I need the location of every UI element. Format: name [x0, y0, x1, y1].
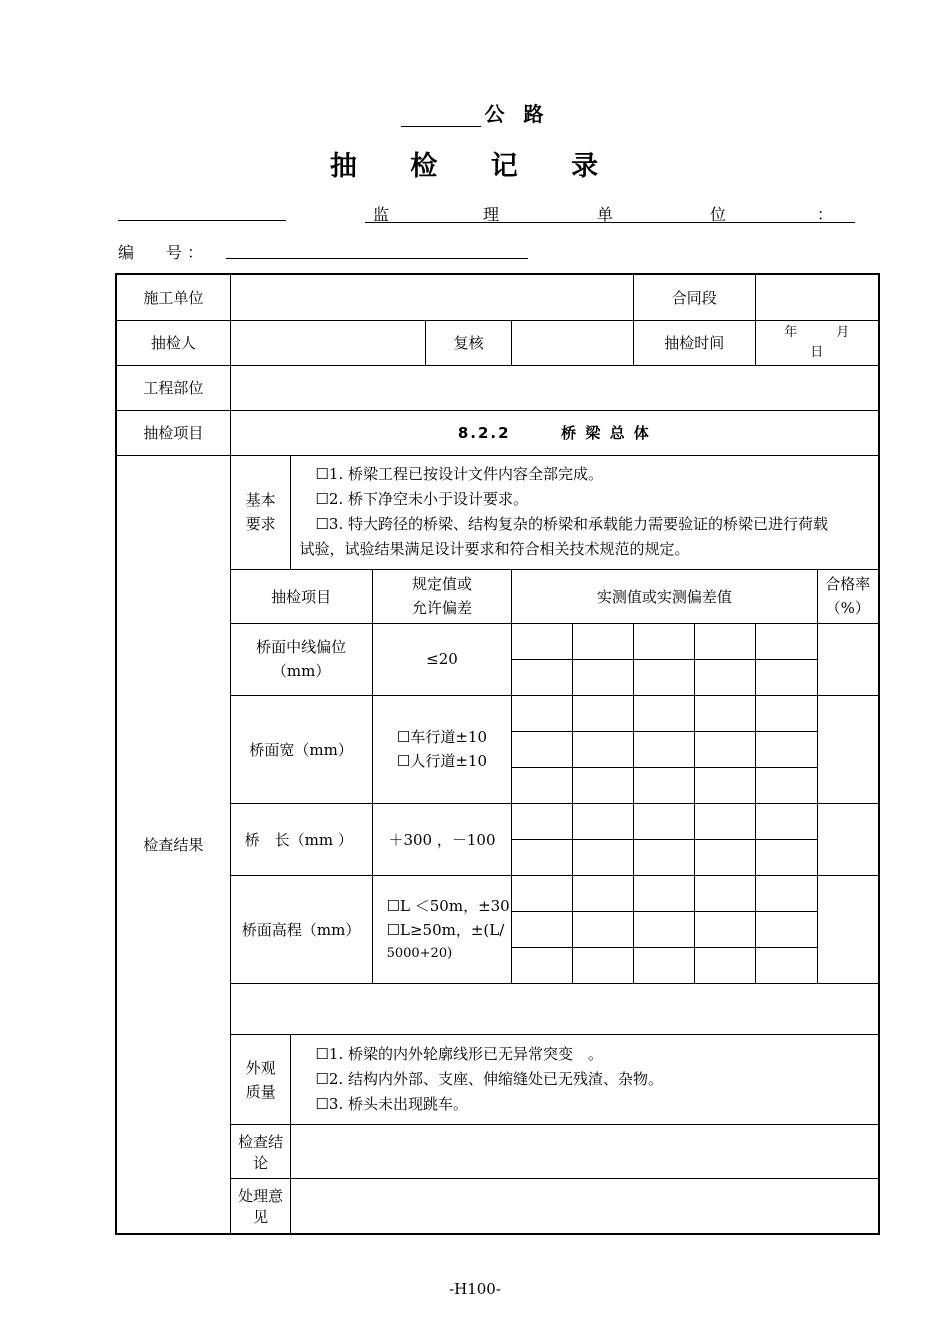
- measured-cell[interactable]: [755, 623, 817, 659]
- basic-requirements-label: [230, 455, 291, 569]
- number-label: 编 号 ：: [118, 243, 204, 262]
- construction-unit-label: 施工单位: [116, 274, 230, 320]
- supervisor-char: 理: [483, 205, 500, 224]
- inspector-value[interactable]: [230, 320, 425, 365]
- road-suffix: 公 路: [484, 102, 550, 126]
- measured-cell[interactable]: [633, 695, 694, 731]
- measured-cell[interactable]: [755, 840, 817, 876]
- appearance-label-line: 外观: [245, 1058, 276, 1077]
- measure-spec: [372, 695, 512, 803]
- construction-unit-value[interactable]: [230, 274, 633, 320]
- measured-cell[interactable]: [755, 912, 817, 948]
- measured-cell[interactable]: [633, 876, 694, 912]
- spec-header-line: 规定值或: [411, 575, 472, 594]
- measured-cell[interactable]: [633, 767, 694, 803]
- measured-cell[interactable]: [694, 659, 755, 695]
- spec-option[interactable]: ☐L≥50m，±(L/: [386, 920, 505, 939]
- contract-section-value[interactable]: [755, 274, 879, 320]
- measure-name: 桥面高程（mm）: [230, 876, 372, 984]
- appearance-item[interactable]: ☐1. 桥梁的内外轮廓线形已无异常突变 。: [315, 1045, 604, 1064]
- measured-cell[interactable]: [573, 912, 634, 948]
- spec-option[interactable]: ☐车行道±10: [396, 728, 488, 747]
- project-part-label: 工程部位: [116, 365, 230, 410]
- basic-item[interactable]: ☐1. 桥梁工程已按设计文件内容全部完成。: [315, 465, 604, 484]
- inspect-item-label: 抽检项目: [116, 410, 230, 455]
- basic-label-line: 基本: [245, 491, 276, 510]
- measured-cell[interactable]: [512, 840, 573, 876]
- spec-header-line: 允许偏差: [411, 599, 472, 618]
- measure-spec: ＋300 ，－100: [372, 804, 512, 876]
- measured-cell[interactable]: [573, 840, 634, 876]
- measured-cell[interactable]: [633, 948, 694, 984]
- measured-cell[interactable]: [512, 623, 573, 659]
- measured-cell[interactable]: [694, 695, 755, 731]
- measured-cell[interactable]: [512, 767, 573, 803]
- measured-cell[interactable]: [573, 695, 634, 731]
- date-day: 日: [810, 344, 824, 360]
- inspect-time-label: 抽检时间: [633, 320, 755, 365]
- spec-header: [372, 569, 512, 623]
- measured-cell[interactable]: [573, 767, 634, 803]
- measure-spec: [372, 876, 512, 984]
- measure-item-header: 抽检项目: [230, 569, 372, 623]
- review-value[interactable]: [512, 320, 634, 365]
- measured-cell[interactable]: [512, 948, 573, 984]
- review-label: 复核: [425, 320, 511, 365]
- measured-cell[interactable]: [694, 876, 755, 912]
- supervisor-char: 单: [597, 205, 614, 224]
- appearance-list: [291, 1035, 879, 1125]
- pass-rate-cell[interactable]: [817, 876, 879, 984]
- number-field: [118, 240, 203, 263]
- supervisor-char: 监: [373, 205, 390, 224]
- measured-header: 实测值或实测偏差值: [512, 569, 817, 623]
- measure-spec: ≤20: [372, 623, 512, 695]
- basic-label-line: 要求: [245, 515, 276, 534]
- measured-cell[interactable]: [573, 948, 634, 984]
- measured-cell[interactable]: [512, 876, 573, 912]
- measured-cell[interactable]: [694, 948, 755, 984]
- page-title: 抽 检 记 录: [329, 151, 621, 182]
- pass-rate-header: [817, 569, 879, 623]
- date-year-month: 年 月: [784, 324, 850, 340]
- inspector-label: 抽检人: [116, 320, 230, 365]
- measured-cell[interactable]: [755, 659, 817, 695]
- contract-section-label: 合同段: [633, 274, 755, 320]
- check-result-label: 检查结果: [116, 455, 230, 1234]
- measured-cell[interactable]: [694, 623, 755, 659]
- measured-cell[interactable]: [512, 695, 573, 731]
- measured-cell[interactable]: [633, 659, 694, 695]
- measured-cell[interactable]: [633, 804, 694, 840]
- measure-name: 桥 长（mm ）: [230, 804, 372, 876]
- measure-name-line: （mm）: [271, 662, 331, 681]
- item-name: 桥 梁 总 体: [561, 424, 651, 443]
- measured-cell[interactable]: [694, 912, 755, 948]
- measured-cell[interactable]: [512, 912, 573, 948]
- basic-item[interactable]: ☐2. 桥下净空未小于设计要求。: [315, 490, 529, 509]
- measured-cell[interactable]: [633, 840, 694, 876]
- appearance-item[interactable]: ☐2. 结构内外部、支座、伸缩缝处已无残渣、杂物。: [315, 1070, 664, 1089]
- pass-header-line: 合格率: [825, 575, 871, 594]
- measure-name-line: 桥面中线偏位: [256, 638, 347, 657]
- measured-cell[interactable]: [755, 731, 817, 767]
- unit-blank-line[interactable]: [118, 220, 286, 221]
- pass-rate-cell[interactable]: [817, 804, 879, 876]
- pass-header-line: （%）: [825, 599, 870, 618]
- measured-cell[interactable]: [755, 804, 817, 840]
- measured-cell[interactable]: [573, 659, 634, 695]
- measured-cell[interactable]: [512, 804, 573, 840]
- supervisor-char: 位: [710, 205, 727, 224]
- measured-cell[interactable]: [694, 731, 755, 767]
- measured-cell[interactable]: [755, 695, 817, 731]
- spec-option-continued: 5000+20): [386, 945, 453, 961]
- appearance-quality-label: [230, 1035, 291, 1125]
- pass-rate-cell[interactable]: [817, 623, 879, 695]
- appearance-label-line: 质量: [245, 1082, 276, 1101]
- measured-cell[interactable]: [694, 804, 755, 840]
- spec-option[interactable]: ☐人行道±10: [396, 752, 488, 771]
- measured-cell[interactable]: [633, 731, 694, 767]
- pass-rate-cell[interactable]: [817, 695, 879, 803]
- opinion-value[interactable]: [291, 1179, 879, 1234]
- measured-cell[interactable]: [633, 623, 694, 659]
- measured-cell[interactable]: [573, 623, 634, 659]
- measured-cell[interactable]: [573, 876, 634, 912]
- inspect-time-value[interactable]: [755, 320, 879, 365]
- measured-cell[interactable]: [694, 840, 755, 876]
- inspect-item-value: [230, 410, 879, 455]
- measured-cell[interactable]: [694, 767, 755, 803]
- conclusion-value[interactable]: [291, 1125, 879, 1179]
- number-blank-line[interactable]: [226, 258, 528, 259]
- basic-requirements-list: [291, 455, 879, 569]
- basic-item[interactable]: ☐3. 特大跨径的桥梁、结构复杂的桥梁和承载能力需要验证的桥梁已进行荷载: [315, 515, 829, 534]
- measured-cell[interactable]: [755, 876, 817, 912]
- page-number: -H100-: [449, 1280, 501, 1298]
- measured-cell[interactable]: [512, 731, 573, 767]
- measured-cell[interactable]: [512, 659, 573, 695]
- measured-cell[interactable]: [755, 948, 817, 984]
- measured-cell[interactable]: [633, 912, 694, 948]
- conclusion-label: 检查结论: [230, 1125, 291, 1179]
- measure-name: [230, 623, 372, 695]
- road-title: [0, 98, 950, 127]
- basic-item-continued: 试验，试验结果满足设计要求和符合相关技术规范的规定。: [299, 540, 690, 559]
- item-code: 8.2.2: [457, 424, 511, 443]
- measured-cell[interactable]: [573, 731, 634, 767]
- measured-cell[interactable]: [755, 767, 817, 803]
- measure-name: 桥面宽（mm）: [230, 695, 372, 803]
- blank-row[interactable]: [230, 984, 879, 1035]
- supervisor-char: ：: [817, 205, 834, 224]
- measured-cell[interactable]: [573, 804, 634, 840]
- supervisor-unit-line: [365, 202, 855, 223]
- opinion-label: 处理意见: [230, 1179, 291, 1234]
- inspection-table: [115, 273, 880, 1235]
- project-part-value[interactable]: [230, 365, 879, 410]
- road-name-blank[interactable]: [401, 104, 481, 127]
- spec-option[interactable]: ☐L ＜50m，±30: [386, 896, 510, 915]
- appearance-item[interactable]: ☐3. 桥头未出现跳车。: [315, 1095, 469, 1114]
